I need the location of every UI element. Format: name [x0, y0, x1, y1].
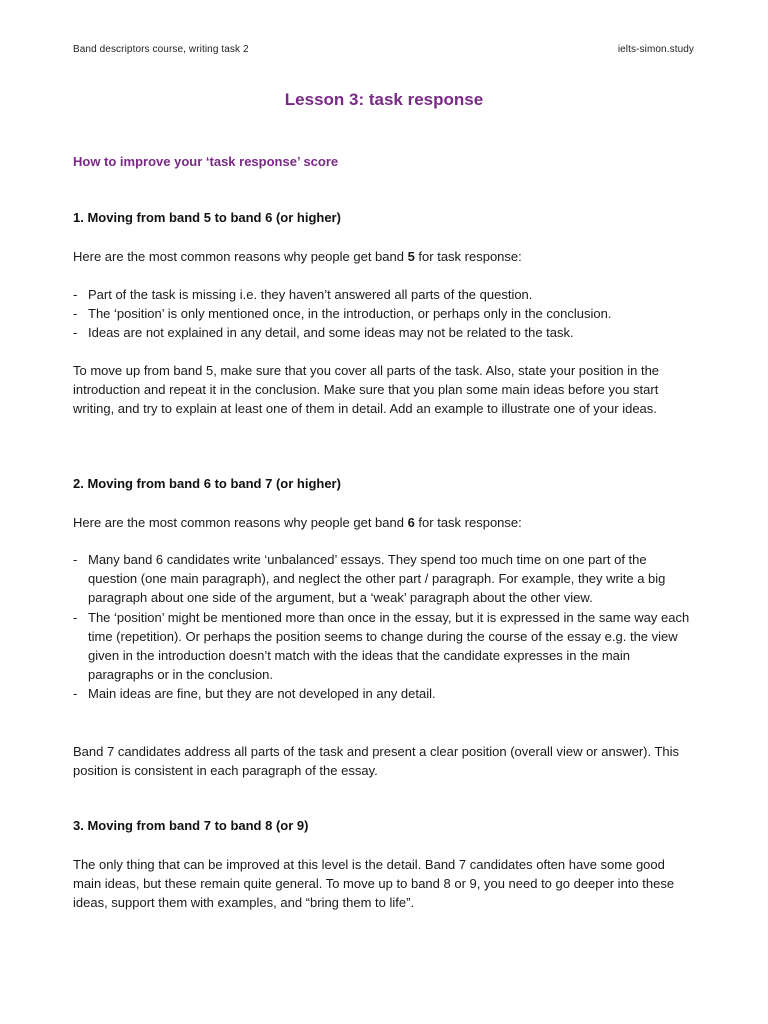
section-3-advice: The only thing that can be improved at this level is the detail. Band 7 candidates often have some good main ideas, but these remain quite general. To move up to band 8 or 9, you need to go deeper into these ideas, support them with examples, and “bring them to life”.: [73, 857, 675, 911]
list-item: [73, 684, 695, 703]
bullet-dash: -: [73, 686, 78, 702]
section-2-intro-pre: Here are the most common reasons why people get band: [73, 515, 408, 530]
section-2-intro-post: for task response:: [414, 515, 522, 530]
list-item: [73, 550, 695, 608]
section-1-intro-post: for task response:: [414, 249, 522, 264]
section-2-advice: Band 7 candidates address all parts of the task and present a clear position (overall view or answer). This position is consistent in each paragraph of the essay.: [73, 744, 680, 779]
lesson-title: Lesson 3: task response: [284, 90, 484, 109]
section-1-intro-pre: Here are the most common reasons why people get band: [73, 249, 408, 264]
section-3-heading: 3. Moving from band 7 to band 8 (or 9): [73, 818, 309, 833]
list-item-text: Main ideas are fine, but they are not developed in any detail.: [88, 686, 436, 702]
section-1-heading: 1. Moving from band 5 to band 6 (or higher): [73, 210, 341, 225]
section-2-intro-band: 6: [407, 515, 415, 530]
section-2-bullet-list: [73, 550, 695, 704]
list-item: [73, 608, 695, 685]
bullet-dash: -: [73, 552, 78, 567]
list-item: [73, 285, 695, 304]
section-2-intro: [73, 513, 695, 532]
lesson-subtitle: How to improve your ‘task response’ score: [73, 154, 339, 169]
section-1-intro-band: 5: [407, 249, 415, 264]
list-item: [73, 323, 695, 342]
section-1-intro: [73, 247, 695, 266]
bullet-dash: -: [73, 306, 78, 322]
bullet-dash: -: [73, 609, 78, 625]
list-item-text: The ‘position’ might be mentioned more than once in the essay, but it is expressed in the same way each time (repetition). Or perhaps the position seems to change during the course of the essay e.g. the view given in the introduction doesn’t match with the ideas that the candidate expresses in the main paragraphs or in the conclusion.: [88, 609, 690, 683]
bullet-dash: -: [73, 325, 78, 341]
header-site-name: ielts-simon.study: [617, 44, 694, 55]
list-item-text: The ‘position’ is only mentioned once, in the introduction, or perhaps only in the conclusion.: [88, 306, 612, 322]
header-course-title: Band descriptors course, writing task 2: [73, 44, 249, 55]
section-2-heading: 2. Moving from band 6 to band 7 (or higher): [73, 476, 341, 491]
list-item: [73, 304, 695, 323]
section-1-bullet-list: [73, 285, 695, 343]
list-item-text: Ideas are not explained in any detail, and some ideas may not be related to the task.: [88, 325, 574, 341]
section-1-advice: To move up from band 5, make sure that you cover all parts of the task. Also, state your position in the introduction and repeat it in the conclusion. Make sure that you plan some main ideas before you start writing, and try to explain at least one of them in detail. Add an example to illustrate one of your ideas.: [73, 363, 660, 417]
bullet-dash: -: [73, 287, 78, 302]
list-item-text: Part of the task is missing i.e. they haven’t answered all parts of the question.: [88, 287, 533, 302]
list-item-text: Many band 6 candidates write ‘unbalanced’ essays. They spend too much time on one part of the question (one main paragraph), and neglect the other part / paragraph. For example, they write a big paragraph about one side of the argument, but a ‘weak’ paragraph about the other view.: [88, 552, 666, 606]
